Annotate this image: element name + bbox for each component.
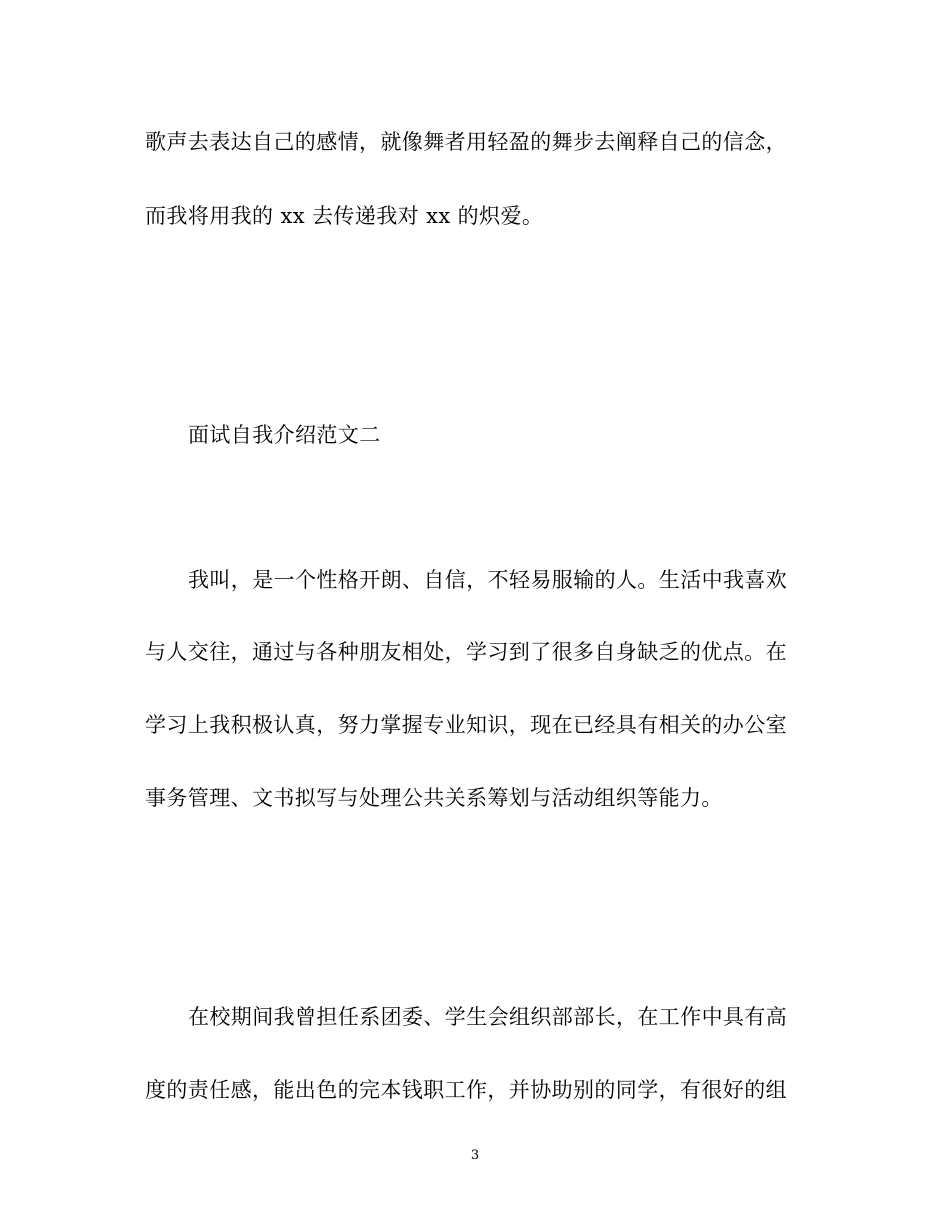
paragraph2-line-2: 与人交往，通过与各种朋友相处，学习到了很多自身缺乏的优点。在: [145, 640, 787, 664]
paragraph2-line-1: 我叫，是一个性格开朗、自信，不轻易服输的人。生活中我喜欢: [188, 568, 788, 592]
page-number: 3: [470, 1148, 480, 1163]
paragraph3-line-1: 在校期间我曾担任系团委、学生会组织部部长，在工作中具有高: [188, 1005, 788, 1029]
paragraph2-line-3: 学习上我积极认真，努力掌握专业知识，现在已经具有相关的办公室: [145, 713, 787, 737]
paragraph2-line-4: 事务管理、文书拟写与处理公共关系筹划与活动组织等能力。: [145, 786, 723, 810]
paragraph1-line-2: 而我将用我的 xx 去传递我对 xx 的炽爱。: [145, 204, 544, 228]
section-heading: 面试自我介绍范文二: [188, 423, 381, 447]
paragraph3-line-2: 度的责任感，能出色的完本钱职工作，并协助别的同学，有很好的组: [145, 1078, 787, 1102]
paragraph1-line-1: 歌声去表达自己的感情，就像舞者用轻盈的舞步去阐释自己的信念，: [145, 130, 787, 154]
